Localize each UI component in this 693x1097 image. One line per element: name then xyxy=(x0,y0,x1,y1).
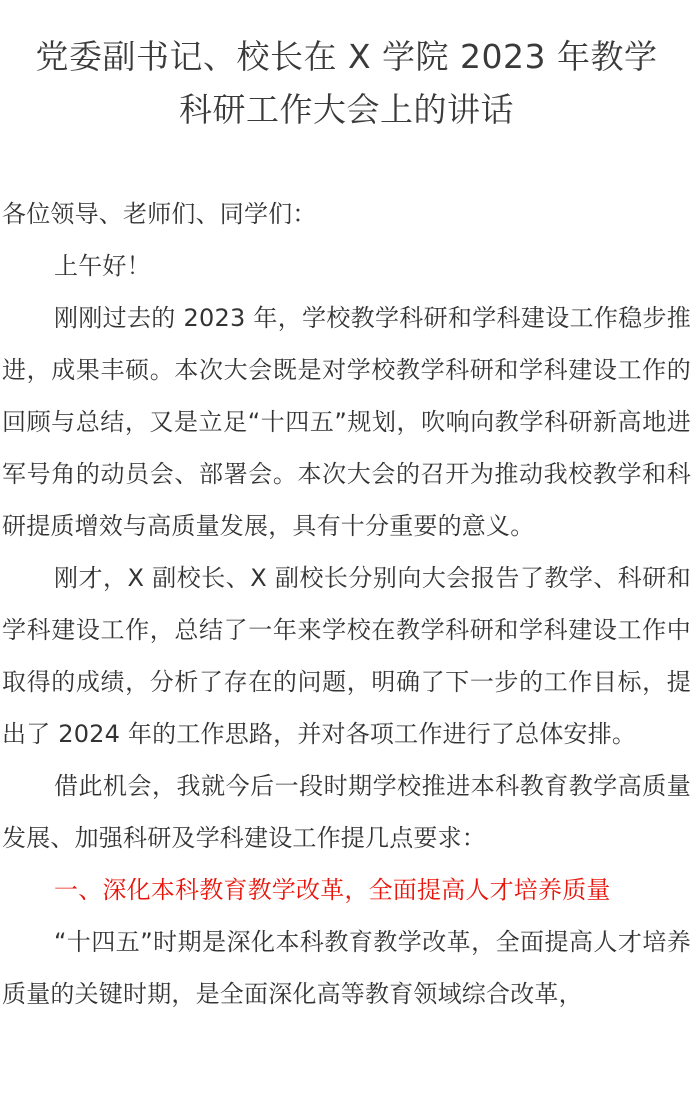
section-heading: 一、深化本科教育教学改革，全面提高人才培养质量 xyxy=(54,876,611,904)
paragraph-1: 刚刚过去的 2023 年，学校教学科研和学科建设工作稳步推进，成果丰硕。本次大会既是对学校教学科研和学科建设工作的回顾与总结，又是立足“十四五”规划，吹响向教学科研新高地进军号角的动员会、部署会。本次大会的召开为推动我校教学和科研提质增效与高质量发展，具有十分重要的意义。 xyxy=(2,304,691,540)
paragraph-3: 借此机会，我就今后一段时期学校推进本科教育教学高质量发展、加强科研及学科建设工作提几点要求： xyxy=(2,772,691,852)
greeting: 上午好！ xyxy=(54,252,151,280)
section-paragraph: “十四五”时期是深化本科教育教学改革，全面提高人才培养质量的关键时期，是全面深化高等教育领域综合改革， xyxy=(2,928,691,1008)
salutation: 各位领导、老师们、同学们： xyxy=(2,200,317,228)
paragraph-2: 刚才，X 副校长、X 副校长分别向大会报告了教学、科研和学科建设工作，总结了一年来学校在教学科研和学科建设工作中取得的成绩，分析了存在的问题，明确了下一步的工作目标，提出了 2024 年的工作思路，并对各项工作进行了总体安排。 xyxy=(2,564,691,748)
document-body xyxy=(0,188,693,1020)
document-title xyxy=(0,0,693,136)
title-line-1: 党委副书记、校长在 X 学院 2023 年教学 xyxy=(35,37,658,76)
title-line-2: 科研工作大会上的讲话 xyxy=(179,90,514,129)
